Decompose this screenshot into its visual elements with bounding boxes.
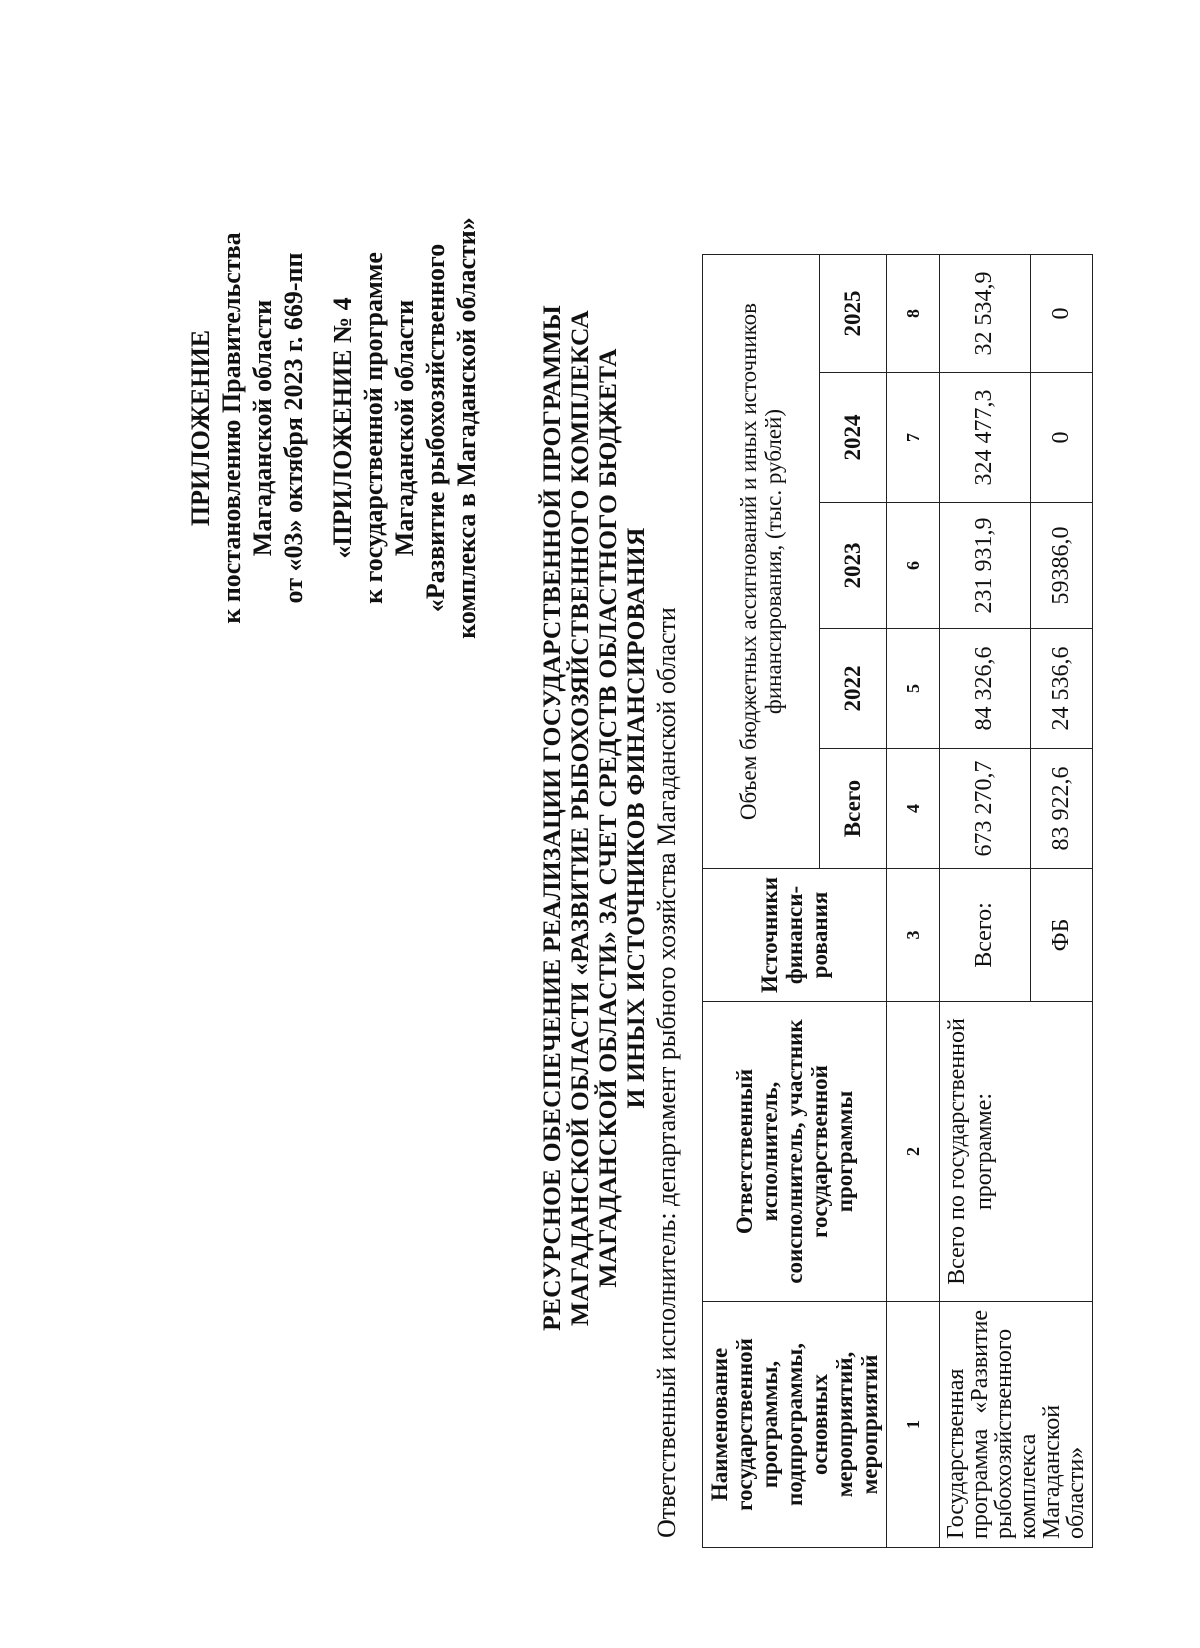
program-line-1: к государственной программе xyxy=(359,252,388,604)
program-line-3: «Развитие рыбохозяйственного xyxy=(421,243,450,613)
title-line-4: И ИНЫХ ИСТОЧНИКОВ ФИНАНСИРОВАНИЯ xyxy=(621,527,650,1109)
table-row xyxy=(940,255,1031,1548)
col-number: 6 xyxy=(887,503,940,629)
header-2024: 2024 xyxy=(819,373,886,503)
value-2024: 0 xyxy=(1030,373,1092,503)
source-cell: Всего: xyxy=(940,869,1031,1002)
resolution-line-1: к постановлению Правительства xyxy=(217,232,246,624)
column-number-row xyxy=(887,255,940,1548)
value-2023: 59386,0 xyxy=(1030,503,1092,629)
value-2024: 324 477,3 xyxy=(940,373,1031,503)
program-executor: Всего по государственной программе: xyxy=(940,1002,1093,1302)
header-2022: 2022 xyxy=(819,629,886,749)
value-2023: 231 931,9 xyxy=(940,503,1031,629)
col-number: 4 xyxy=(887,749,940,869)
appendix-4-label: «ПРИЛОЖЕНИЕ № 4 xyxy=(328,297,357,559)
value-2022: 24 536,6 xyxy=(1030,629,1092,749)
header-2023: 2023 xyxy=(819,503,886,629)
header-source: Источники финанси-рования xyxy=(703,869,887,1002)
header-row xyxy=(703,255,820,1548)
appendix-header xyxy=(185,168,482,688)
resolution-line-2: Магаданской области xyxy=(248,299,277,557)
col-number: 7 xyxy=(887,373,940,503)
value-2025: 32 534,9 xyxy=(940,255,1031,373)
header-volume: Объем бюджетных ассигнований и иных источников финансирования, (тыс. рублей) xyxy=(703,255,820,869)
resolution-date: от «03» октября 2023 г. 669-пп xyxy=(279,252,308,604)
program-line-4: комплекса в Магаданской области» xyxy=(452,217,481,639)
program-line-2: Магаданской области xyxy=(390,299,419,557)
col-number: 3 xyxy=(887,869,940,1002)
value-2022: 84 326,6 xyxy=(940,629,1031,749)
header-total: Всего xyxy=(819,749,886,869)
col-number: 2 xyxy=(887,1002,940,1302)
title-line-1: РЕСУРСНОЕ ОБЕСПЕЧЕНИЕ РЕАЛИЗАЦИИ ГОСУДАРСТВЕННОЙ ПРОГРАММЫ xyxy=(537,305,566,1331)
header-executor: Ответственный исполнитель, соисполнитель, участник государственной программы xyxy=(703,1002,887,1302)
document-title xyxy=(538,228,650,1408)
value-2025: 0 xyxy=(1030,255,1092,373)
responsible-executor: Ответственный исполнитель: департамент рыбного хозяйства Магаданской области xyxy=(652,607,681,1538)
source-cell: ФБ xyxy=(1030,869,1092,1002)
appendix-label: ПРИЛОЖЕНИЕ xyxy=(186,329,215,527)
program-name: Государственная программа «Развитие рыбохозяйственного комплекса Магаданской области» xyxy=(940,1302,1093,1548)
value-total: 673 270,7 xyxy=(940,749,1031,869)
financing-table xyxy=(702,254,1093,1548)
col-number: 1 xyxy=(887,1302,940,1548)
header-2025: 2025 xyxy=(819,255,886,373)
title-line-3: МАГАДАНСКОЙ ОБЛАСТИ» ЗА СЧЕТ СРЕДСТВ ОБЛАСТНОГО БЮДЖЕТА xyxy=(593,348,622,1288)
header-name: Наименование государственной программы, подпрограммы, основных мероприятий, мероприятий xyxy=(703,1302,887,1548)
col-number: 5 xyxy=(887,629,940,749)
title-line-2: МАГАДАНСКОЙ ОБЛАСТИ «РАЗВИТИЕ РЫБОХОЗЯЙСТВЕННОГО КОМПЛЕКСА xyxy=(565,310,594,1326)
value-total: 83 922,6 xyxy=(1030,749,1092,869)
col-number: 8 xyxy=(887,255,940,373)
